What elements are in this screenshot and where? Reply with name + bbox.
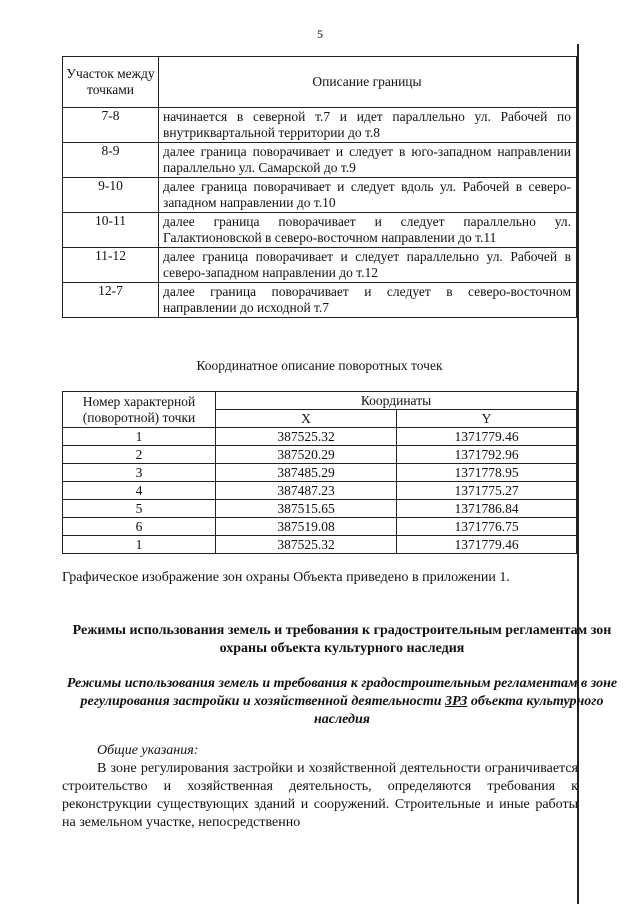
- x-cell: 387525.32: [216, 428, 397, 446]
- description-cell: далее граница поворачивает и следует вдоль ул. Рабочей в северо-западном направлении до т.10: [159, 178, 577, 213]
- description-cell: далее граница поворачивает и следует в юго-западном направлении параллельно ул. Самарской до т.9: [159, 143, 577, 178]
- point-number-cell: 6: [63, 518, 216, 536]
- segment-cell: 12-7: [63, 283, 159, 318]
- table-row: [63, 283, 577, 318]
- segment-cell: 10-11: [63, 213, 159, 248]
- segment-cell: 9-10: [63, 178, 159, 213]
- page-number: 5: [317, 27, 323, 41]
- y-cell: 1371786.84: [397, 500, 577, 518]
- table-row: [63, 428, 577, 446]
- table-row: [63, 248, 577, 283]
- description-cell: далее граница поворачивает и следует в северо-восточном направлении до исходной т.7: [159, 283, 577, 318]
- table-row: [63, 518, 577, 536]
- segment-cell: 8-9: [63, 143, 159, 178]
- y-cell: 1371792.96: [397, 446, 577, 464]
- table-row: [63, 446, 577, 464]
- header-point-number: Номер характерной (поворотной) точки: [63, 392, 216, 428]
- table-row: [63, 536, 577, 554]
- table-row: [63, 482, 577, 500]
- point-number-cell: 4: [63, 482, 216, 500]
- subsection-heading: [62, 675, 622, 729]
- y-cell: 1371779.46: [397, 536, 577, 554]
- table-header-row: [63, 57, 577, 108]
- x-cell: 387515.65: [216, 500, 397, 518]
- header-x: X: [216, 410, 397, 428]
- x-cell: 387487.23: [216, 482, 397, 500]
- description-cell: начинается в северной т.7 и идет параллельно ул. Рабочей по внутриквартальной территории до т.8: [159, 108, 577, 143]
- body-paragraph: [62, 760, 578, 832]
- table-row: [63, 143, 577, 178]
- coordinates-table: [62, 391, 577, 554]
- general-instructions-label: Общие указания:: [97, 743, 199, 758]
- header-coordinates: Координаты: [216, 392, 577, 410]
- x-cell: 387485.29: [216, 464, 397, 482]
- y-cell: 1371775.27: [397, 482, 577, 500]
- coordinates-title: Координатное описание поворотных точек: [196, 358, 443, 373]
- section-heading: Режимы использования земель и требования к градостроительным регламентам зон охраны объекта культурного наследия: [72, 623, 612, 656]
- y-cell: 1371779.46: [397, 428, 577, 446]
- point-number-cell: 1: [63, 428, 216, 446]
- x-cell: 387525.32: [216, 536, 397, 554]
- point-number-cell: 1: [63, 536, 216, 554]
- description-cell: далее граница поворачивает и следует параллельно ул. Галактионовской в северо-восточном направлении до т.11: [159, 213, 577, 248]
- point-number-cell: 5: [63, 500, 216, 518]
- header-y: Y: [397, 410, 577, 428]
- boundary-table: [62, 56, 577, 318]
- table-row: [63, 500, 577, 518]
- graphic-note: Графическое изображение зон охраны Объекта приведено в приложении 1.: [62, 570, 510, 585]
- header-description: Описание границы: [159, 57, 577, 108]
- point-number-cell: 3: [63, 464, 216, 482]
- table-header-row: [63, 392, 577, 410]
- segment-cell: 7-8: [63, 108, 159, 143]
- table-row: [63, 178, 577, 213]
- point-number-cell: 2: [63, 446, 216, 464]
- zone-code: ЗРЗ: [445, 694, 468, 709]
- y-cell: 1371776.75: [397, 518, 577, 536]
- body-paragraph-text: В зоне регулирования застройки и хозяйственной деятельности ограничивается строительство и хозяйственная деятельность, определяются требования к реконструкции существующих зданий и сооружений. Строительные и иные работы на земельном участке, непосредственно: [62, 761, 578, 830]
- table-row: [63, 108, 577, 143]
- subsection-heading-tail: объекта культурного наследия: [314, 694, 604, 727]
- table-row: [63, 464, 577, 482]
- subsection-heading-text: Режимы использования земель и требования к градостроительным регламентам в зоне регулирования застройки и хозяйственной деятельности: [66, 676, 618, 709]
- description-cell: далее граница поворачивает и следует параллельно ул. Рабочей в северо-западном направлении до т.12: [159, 248, 577, 283]
- table-row: [63, 213, 577, 248]
- header-segment: Участок между точками: [63, 57, 159, 108]
- x-cell: 387519.08: [216, 518, 397, 536]
- segment-cell: 11-12: [63, 248, 159, 283]
- x-cell: 387520.29: [216, 446, 397, 464]
- y-cell: 1371778.95: [397, 464, 577, 482]
